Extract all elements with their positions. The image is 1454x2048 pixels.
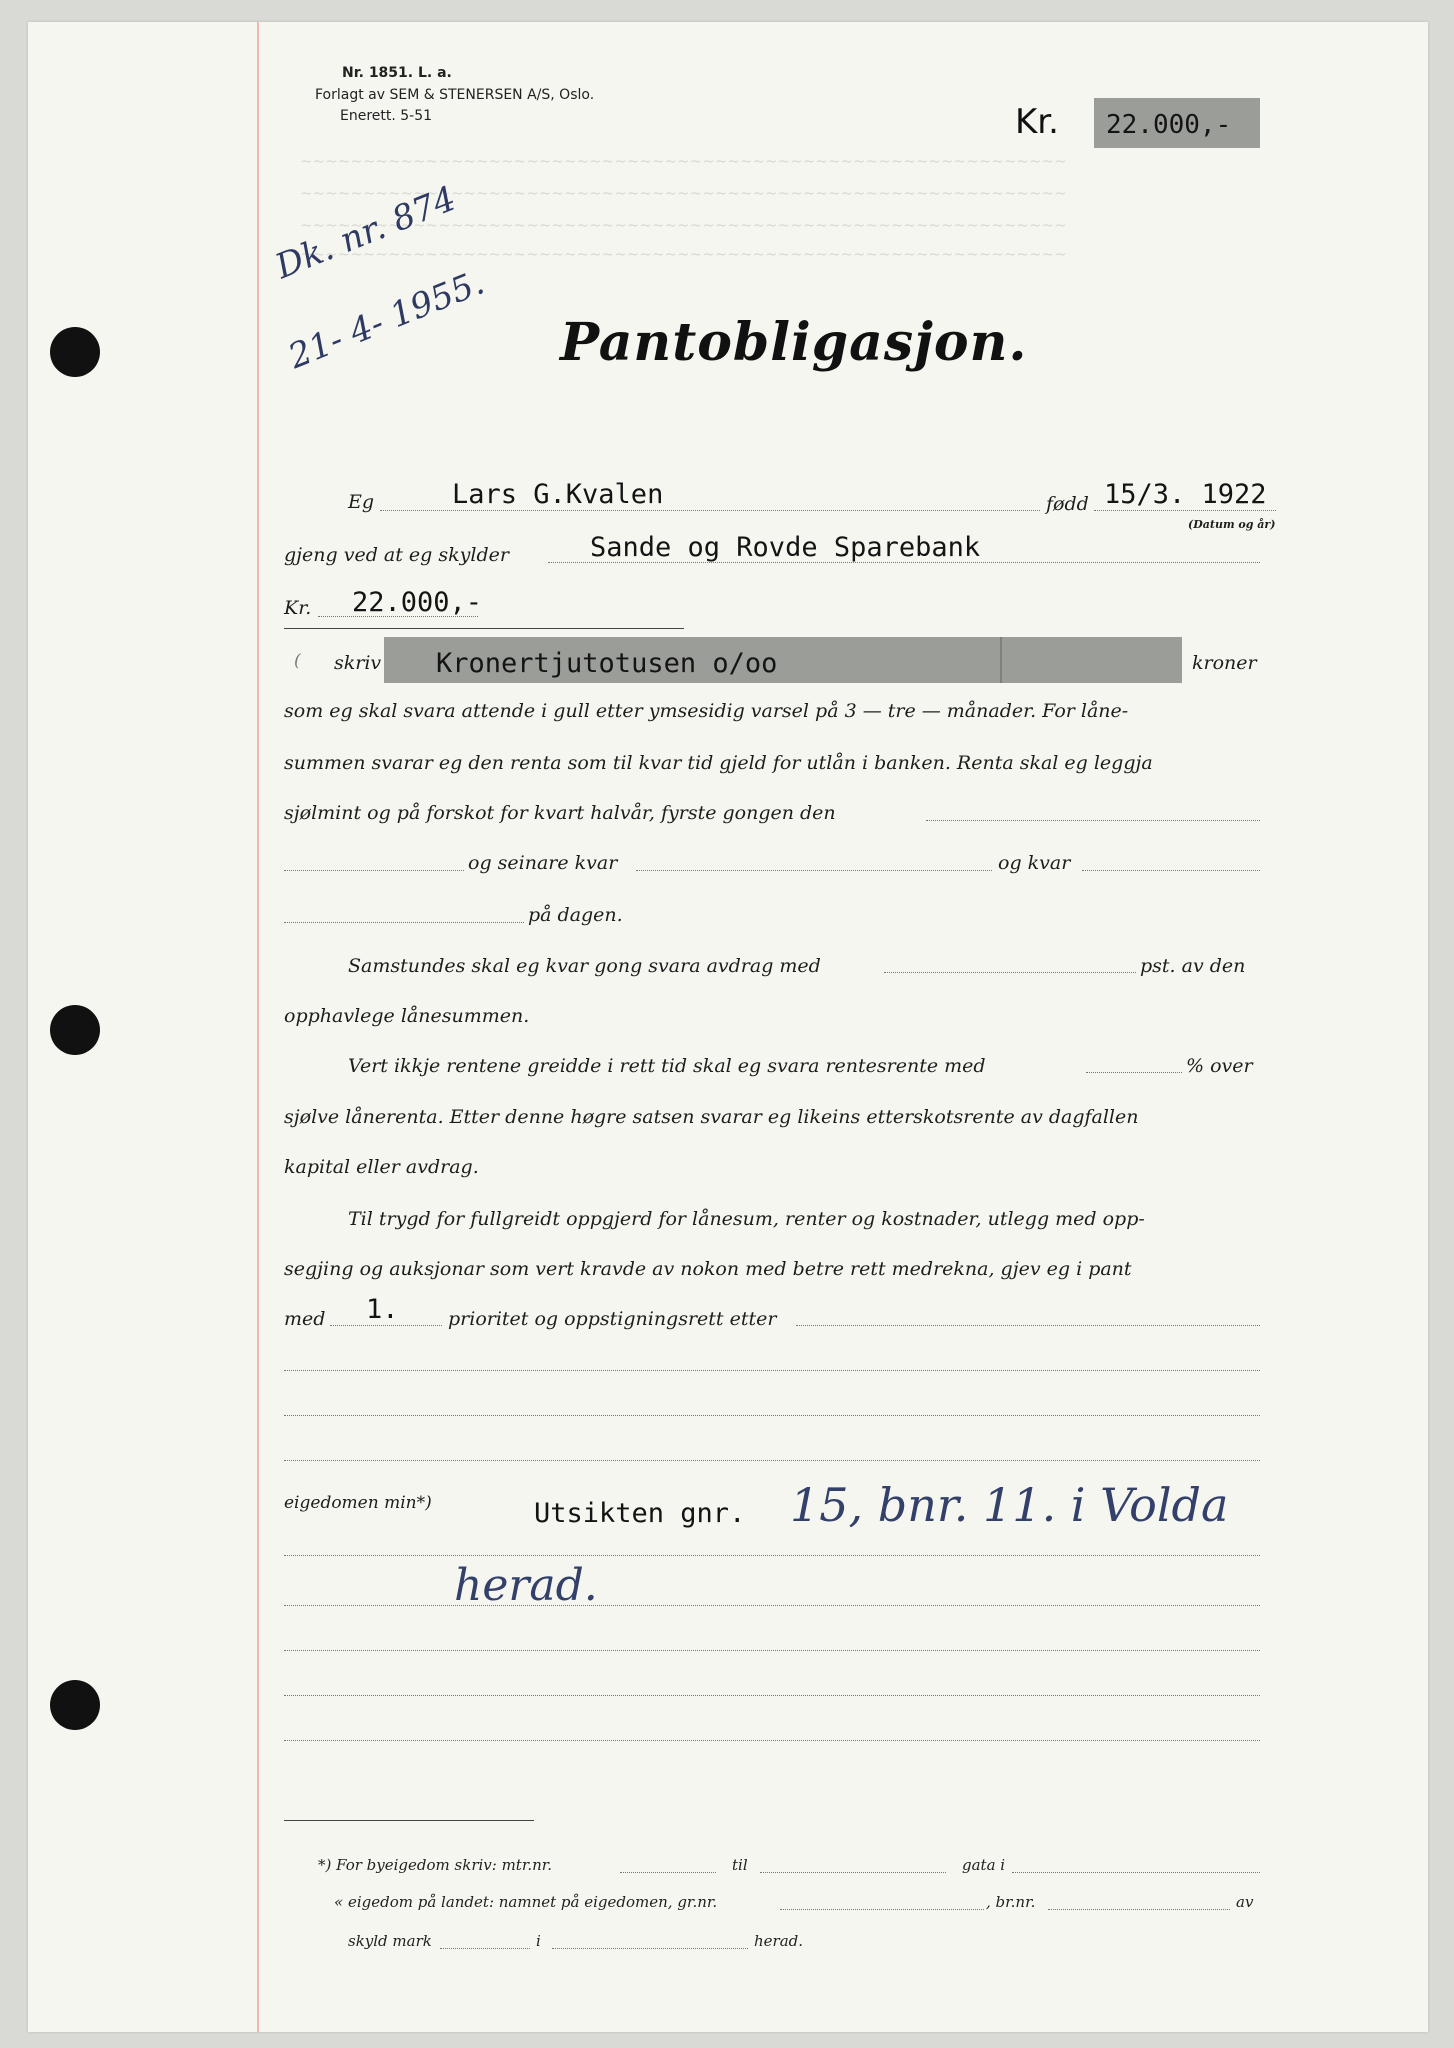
property-handwritten-2: herad. xyxy=(454,1560,598,1611)
fill-line xyxy=(284,1415,1260,1416)
fill-line xyxy=(330,1325,442,1326)
body-line: sjølmint og på forskot for kvart halvår, fyrste gongen den xyxy=(284,802,836,824)
footnote-line: « eigedom på landet: namnet på eigedomen, gr.nr. xyxy=(334,1893,718,1911)
footnote-line: i xyxy=(536,1932,541,1950)
fill-line xyxy=(796,1325,1260,1326)
bleed-through: ~~~~~~~~~~~~~~~~~~~~~~~~~~~~~~~~~~~~~~~~~~~~~~~~~~~~~~~~~~~~~ xyxy=(300,152,1067,170)
born-label: fødd xyxy=(1046,493,1089,515)
body-line: % over xyxy=(1186,1055,1253,1077)
fill-line xyxy=(284,1605,1260,1606)
fill-line xyxy=(760,1872,946,1873)
bracket-mark: ( xyxy=(294,651,301,671)
registration-number-handwritten: Dk. nr. 874 xyxy=(270,178,462,288)
margin-line xyxy=(257,22,259,2032)
rule xyxy=(284,628,684,629)
fill-line xyxy=(926,820,1260,821)
body-line: på dagen. xyxy=(528,904,623,926)
body-line: kapital eller avdrag. xyxy=(284,1156,479,1178)
footnote-line: *) For byeigedom skriv: mtr.nr. xyxy=(318,1856,553,1874)
footnote-rule xyxy=(284,1820,534,1821)
footnote-line: til xyxy=(732,1856,748,1874)
creditor-name: Sande og Rovde Sparebank xyxy=(590,532,981,563)
debtor-name: Lars G.Kvalen xyxy=(452,479,664,510)
bleed-through: ~~~~~~~~~~~~~~~~~~~~~~~~~~~~~~~~~~~~~~~~~~~~~~~~~~~~~~~~~~~~~ xyxy=(300,245,1067,263)
form-number: Nr. 1851. L. a. xyxy=(342,65,452,81)
bleed-through: ~~~~~~~~~~~~~~~~~~~~~~~~~~~~~~~~~~~~~~~~~~~~~~~~~~~~~~~~~~~~~ xyxy=(300,184,1067,202)
creditor-label: gjeng ved at eg skylder xyxy=(284,544,509,566)
property-handwritten: 15, bnr. 11. i Volda xyxy=(790,1478,1229,1532)
body-line: Samstundes skal eg kvar gong svara avdrag med xyxy=(348,955,821,977)
fill-line xyxy=(284,1460,1260,1461)
footnote-line: av xyxy=(1236,1893,1254,1911)
punch-hole xyxy=(50,1680,100,1730)
fill-line xyxy=(620,1872,716,1873)
bleed-through: ~~~~~~~~~~~~~~~~~~~~~~~~~~~~~~~~~~~~~~~~~~~~~~~~~~~~~~~~~~~~~ xyxy=(300,216,1067,234)
publisher-copyright: Enerett. 5-51 xyxy=(340,108,433,124)
amount-header-label: Kr. xyxy=(1015,102,1059,142)
priority-value: 1. xyxy=(366,1294,399,1325)
footnote-line: , br.nr. xyxy=(986,1893,1036,1911)
born-date: 15/3. 1922 xyxy=(1104,479,1267,510)
footnote-line: skyld mark xyxy=(348,1932,432,1950)
body-line: Til trygd for fullgreidt oppgjerd for lånesum, renter og kostnader, utlegg med opp- xyxy=(348,1208,1145,1230)
debtor-prefix: Eg xyxy=(348,491,375,513)
fill-line xyxy=(636,870,992,871)
fill-line xyxy=(284,1370,1260,1371)
fill-line xyxy=(1086,1072,1182,1073)
body-line: og kvar xyxy=(998,852,1071,874)
words-value: Kronertjutotusen o/oo xyxy=(436,648,778,679)
fill-line xyxy=(284,1740,1260,1741)
body-line: prioritet og oppstigningsrett etter xyxy=(448,1308,777,1330)
fill-line xyxy=(780,1909,984,1910)
fill-line xyxy=(1012,1872,1260,1873)
fill-line xyxy=(884,972,1136,973)
body-line: pst. av den xyxy=(1140,955,1246,977)
property-typed: Utsikten gnr. xyxy=(534,1498,746,1529)
punch-hole xyxy=(50,327,100,377)
body-line: sjølve lånerenta. Etter denne høgre satsen svarar eg likeins etterskotsrente av dagfallen xyxy=(284,1106,1139,1128)
fill-line xyxy=(284,870,464,871)
amount-value: 22.000,- xyxy=(352,587,483,618)
fill-line xyxy=(440,1948,530,1949)
fill-line xyxy=(284,922,524,923)
body-line: som eg skal svara attende i gull etter ymsesidig varsel på 3 — tre — månader. For låne- xyxy=(284,700,1129,722)
words-label: skriv xyxy=(334,652,382,674)
footnote-line: herad. xyxy=(754,1932,804,1950)
words-suffix: kroner xyxy=(1192,652,1257,674)
body-line: og seinare kvar xyxy=(468,852,618,874)
field-divider xyxy=(1000,637,1002,683)
property-label: eigedomen min*) xyxy=(284,1493,432,1513)
registration-date-handwritten: 21- 4- 1955. xyxy=(283,262,490,378)
body-line: opphavlege lånesummen. xyxy=(284,1005,530,1027)
footnote-line: gata i xyxy=(962,1856,1006,1874)
fill-line xyxy=(284,1650,1260,1651)
fill-line xyxy=(552,1948,748,1949)
amount-label: Kr. xyxy=(284,597,312,619)
fill-line xyxy=(284,1695,1260,1696)
fill-line xyxy=(1048,1909,1230,1910)
page-title: Pantobligasjon. xyxy=(560,312,1028,373)
publisher-name: Forlagt av SEM & STENERSEN A/S, Oslo. xyxy=(315,87,595,103)
body-line: Vert ikkje rentene greidde i rett tid skal eg svara rentesrente med xyxy=(348,1055,986,1077)
fill-line xyxy=(1094,510,1276,511)
fill-line xyxy=(284,1555,1260,1556)
fill-line xyxy=(380,510,1040,511)
body-line: segjing og auksjonar som vert kravde av nokon med betre rett medrekna, gjev eg i pant xyxy=(284,1258,1132,1280)
fill-line xyxy=(1082,870,1260,871)
born-hint: (Datum og år) xyxy=(1188,518,1276,531)
body-line: med xyxy=(284,1308,326,1330)
amount-header-value: 22.000,- xyxy=(1106,110,1232,140)
body-line: summen svarar eg den renta som til kvar tid gjeld for utlån i banken. Renta skal eg leggja xyxy=(284,752,1153,774)
punch-hole xyxy=(50,1005,100,1055)
